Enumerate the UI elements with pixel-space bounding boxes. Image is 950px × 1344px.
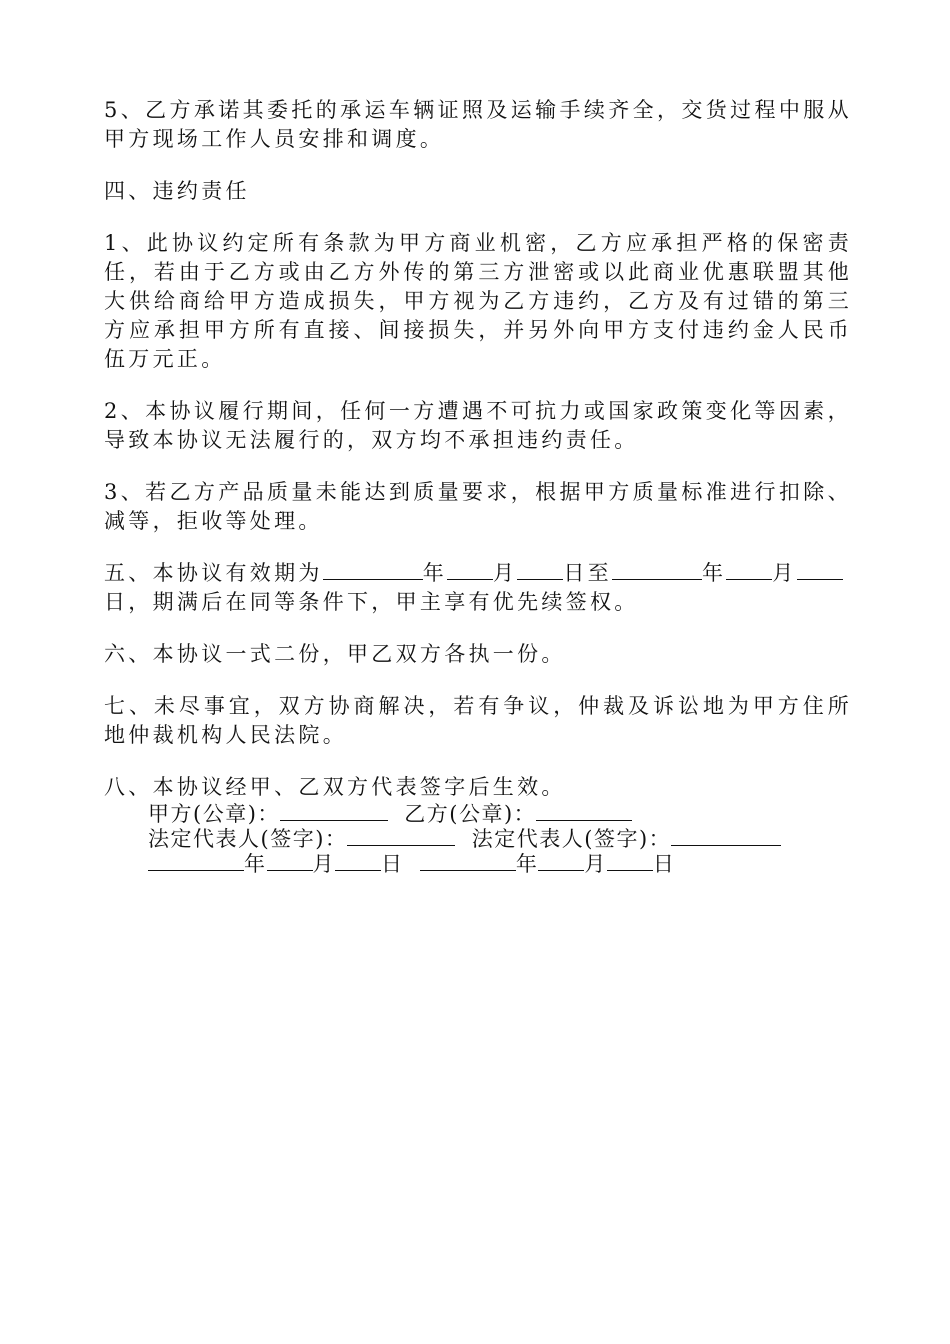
section-6: 六、本协议一式二份，甲乙双方各执一份。 <box>104 642 566 666</box>
clause-4-3: 3、若乙方产品质量未能达到质量要求，根据甲方质量标准进行扣除、减等，拒收等处理。 <box>104 480 852 533</box>
party-b-month-label: 月 <box>584 852 607 876</box>
validity-suffix: 日，期满后在同等条件下，甲主享有优先续签权。 <box>104 590 639 614</box>
representative-line <box>148 827 852 852</box>
party-b-year-blank <box>420 852 516 871</box>
validity-prefix: 五、本协议有效期为 <box>104 561 323 585</box>
date-line <box>148 852 852 877</box>
section-7: 七、未尽事宜，双方协商解决，若有争议，仲裁及诉讼地为甲方住所地仲裁机构人民法院。 <box>104 694 852 747</box>
validity-year2-label: 年 <box>701 561 727 585</box>
party-a-year-label: 年 <box>244 852 267 876</box>
party-b-rep-label: 法定代表人(签字)： <box>471 827 672 851</box>
validity-day-to-label: 日至 <box>563 561 612 585</box>
validity-month2-label: 月 <box>772 561 797 585</box>
section-8 <box>104 773 852 877</box>
validity-end-year-blank <box>612 561 702 580</box>
validity-end-month-blank <box>726 561 772 580</box>
clause-4-2: 2、本协议履行期间，任何一方遭遇不可抗力或国家政策变化等因素，导致本协议无法履行的，双方均不承担违约责任。 <box>104 399 852 452</box>
section-5-validity <box>104 559 852 617</box>
section-8-text: 八、本协议经甲、乙双方代表签字后生效。 <box>104 775 566 799</box>
validity-line-1 <box>104 559 852 588</box>
party-a-year-blank <box>148 852 244 871</box>
party-a-seal-label: 甲方(公章)： <box>148 802 280 826</box>
clause-3-5: 5、乙方承诺其委托的承运车辆证照及运输手续齐全，交货过程中服从甲方现场工作人员安排和调度。 <box>104 98 852 151</box>
party-a-day-blank <box>335 852 381 871</box>
party-b-year-label: 年 <box>515 852 539 876</box>
party-b-day-blank <box>607 852 653 871</box>
section-4-title: 四、违约责任 <box>104 179 250 203</box>
party-b-seal-label: 乙方(公章)： <box>404 802 537 826</box>
validity-start-month-blank <box>447 561 493 580</box>
party-b-month-blank <box>538 852 584 871</box>
party-a-seal-blank <box>280 802 388 821</box>
validity-month-label: 月 <box>493 561 518 585</box>
validity-start-year-blank <box>323 561 423 580</box>
party-a-day-label: 日 <box>381 852 404 876</box>
party-a-rep-label: 法定代表人(签字)： <box>148 827 348 851</box>
party-a-rep-blank <box>347 827 455 846</box>
validity-start-day-blank <box>517 561 563 580</box>
clause-4-1: 1、此协议约定所有条款为甲方商业机密，乙方应承担严格的保密责任，若由于乙方或由乙方外传的第三方泄密或以此商业优惠联盟其他大供给商给甲方造成损失，甲方视为乙方违约，乙方及有过错的第三方应承担甲方所有直接、间接损失，并另外向甲方支付违约金人民币伍万元正。 <box>104 231 852 371</box>
party-b-day-label: 日 <box>652 852 676 876</box>
party-b-rep-blank <box>671 827 781 846</box>
document-page <box>104 96 852 877</box>
validity-year-label: 年 <box>422 561 448 585</box>
signature-block <box>148 802 852 877</box>
party-a-month-label: 月 <box>312 852 335 876</box>
party-b-seal-blank <box>536 802 632 821</box>
validity-end-day-blank <box>797 561 843 580</box>
seal-line <box>148 802 852 827</box>
party-a-month-blank <box>267 852 313 871</box>
